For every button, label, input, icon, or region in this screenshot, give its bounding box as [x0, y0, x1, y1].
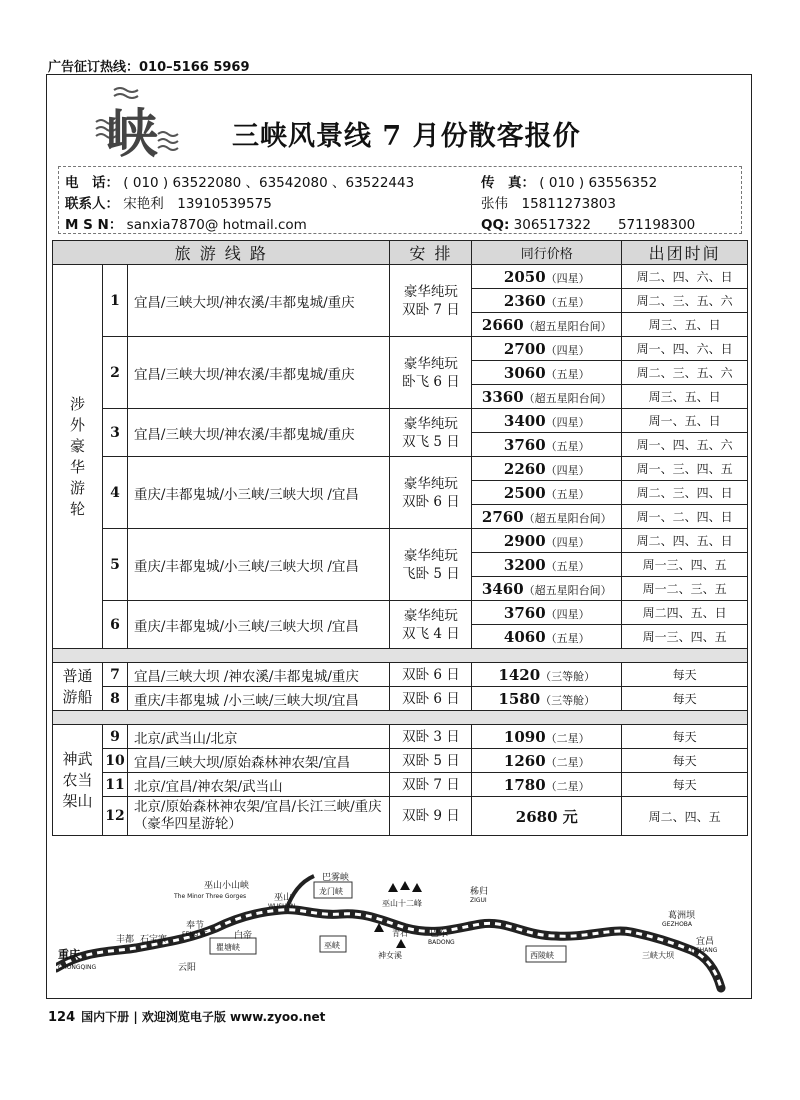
qq-label: QQ: [481, 217, 510, 233]
price-value: 3460 [481, 579, 524, 598]
price-tier: （五星） [545, 631, 590, 645]
map-qingshi: 青石 [392, 929, 408, 938]
route-arrangement: 双卧 9 日 [390, 797, 472, 836]
route-arrangement: 豪华纯玩 飞卧 5 日 [390, 529, 472, 601]
price-value: 2050 [503, 267, 546, 286]
route-number: 6 [102, 601, 127, 649]
map-xiling: 西陵峡 [530, 951, 554, 960]
ad-hotline: 广告征订热线：010–5166 5969 [48, 60, 250, 75]
price-value: 1090 [503, 727, 546, 746]
price-tier: （五星） [545, 487, 590, 501]
map-qutang: 瞿塘峡 [216, 943, 240, 952]
header-arrange: 安 排 [390, 241, 472, 265]
page-title: 三峡风景线 7 月份散客报价 [232, 121, 581, 152]
price-cell [472, 433, 622, 457]
departure-days: 周二、四、五、日 [622, 529, 748, 553]
route-arrangement: 豪华纯玩 双卧 6 日 [390, 457, 472, 529]
price-tier: （五星） [545, 439, 590, 453]
departure-days: 每天 [622, 773, 748, 797]
map-fengdu: 丰都 [116, 935, 135, 945]
qq-value: 306517322 571198300 [513, 217, 696, 233]
departure-days: 周二、三、五、六 [622, 361, 748, 385]
price-value: 2660 [481, 315, 524, 334]
route-arrangement: 双卧 3 日 [390, 725, 472, 749]
departure-days: 周一二、三、五 [622, 577, 748, 601]
price-value: 2360 [503, 291, 546, 310]
price-table [52, 240, 748, 836]
price-cell [472, 457, 622, 481]
header-price: 同行价格 [472, 241, 622, 265]
route-number: 12 [102, 797, 127, 836]
category-text: 神武农当架山 [62, 749, 93, 810]
route-name: 北京/原始森林神农架/宜昌/长江三峡/重庆（豪华四星游轮） [127, 797, 390, 836]
route-name: 宜昌/三峡大坝/原始森林神农架/宜昌 [127, 749, 390, 773]
route-arrangement: 豪华纯玩 双卧 7 日 [390, 265, 472, 337]
luxury-section [53, 265, 748, 649]
price-value: 3400 [503, 411, 546, 430]
fax-label: 传 真： [481, 175, 535, 191]
table-row [53, 663, 748, 687]
table-row [53, 773, 748, 797]
footer-text: 国内下册 | 欢迎浏览电子版 www.zyoo.net [81, 1010, 326, 1024]
contact-value: 宋艳利 13910539575 [123, 196, 272, 212]
departure-days: 周一、二、四、日 [622, 505, 748, 529]
departure-days: 周三、五、日 [622, 313, 748, 337]
route-name: 北京/武当山/北京 [127, 725, 390, 749]
price-value: 2500 [503, 483, 546, 502]
route-name: 宜昌/三峡大坝/神农溪/丰都鬼城/重庆 [127, 409, 390, 457]
route-arrangement: 豪华纯玩 卧飞 6 日 [390, 337, 472, 409]
category-text: 普通游船 [62, 666, 93, 706]
map-fengjie: 奉节 [186, 921, 205, 931]
table-row [53, 409, 748, 433]
price-tier: （二星） [545, 731, 590, 745]
fax-value: ( 010 ) 63556352 [539, 175, 658, 191]
map-yichang-en: YICHANG [690, 947, 718, 954]
map-wushan: 巫山 [274, 893, 293, 903]
departure-days: 周二、三、四、日 [622, 481, 748, 505]
map-baidi: 白帝 [234, 931, 253, 941]
departure-days: 周三、五、日 [622, 385, 748, 409]
map-badong: 巴东 [430, 929, 449, 939]
price-tier: （二星） [545, 755, 590, 769]
departure-days: 周二、四、六、日 [622, 265, 748, 289]
price-cell [472, 409, 622, 433]
map-zigui-en: ZIGUI [470, 897, 487, 904]
category-label [53, 663, 103, 711]
departure-days: 周一三、四、五 [622, 625, 748, 649]
map-minor: 巫山小山峡 [204, 881, 250, 891]
route-number: 9 [102, 725, 127, 749]
price-value: 2700 [503, 339, 546, 358]
price-tier: （四星） [545, 463, 590, 477]
map-wuxia: 巫峡 [324, 941, 340, 950]
map-yichang: 宜昌 [696, 937, 715, 947]
river-inner-line [56, 910, 721, 988]
category-label [53, 725, 103, 836]
shennong-section [53, 725, 748, 836]
price-tier: （四星） [545, 415, 590, 429]
contact-box [58, 166, 742, 234]
price-tier: （四星） [545, 343, 590, 357]
category-text: 涉外豪华游轮 [69, 394, 85, 518]
price-cell [472, 749, 622, 773]
price-cell [472, 725, 622, 749]
map-longmen: 龙门峡 [319, 887, 343, 896]
route-arrangement: 双卧 5 日 [390, 749, 472, 773]
price-tier: （超五星阳台间） [523, 391, 612, 405]
contact-label: 联系人： [65, 196, 119, 212]
price-tier: （超五星阳台间） [523, 511, 612, 525]
route-arrangement: 豪华纯玩 双飞 5 日 [390, 409, 472, 457]
price-value: 4060 [503, 627, 546, 646]
table-row [53, 337, 748, 361]
price-cell [472, 773, 622, 797]
departure-days: 周二、三、五、六 [622, 289, 748, 313]
departure-days: 每天 [622, 687, 748, 711]
price-cell [472, 481, 622, 505]
map-minor-en: The Minor Three Gorges [174, 893, 247, 900]
departure-days: 周一三、四、五 [622, 553, 748, 577]
phone-label: 电 话： [65, 175, 119, 191]
ordinary-section [53, 663, 748, 711]
route-name: 重庆/丰都鬼城 /小三峡/三峡大坝/宜昌 [127, 687, 390, 711]
price-tier: （超五星阳台间） [523, 583, 612, 597]
header-time: 出团时间 [622, 241, 748, 265]
price-tier: （五星） [545, 367, 590, 381]
departure-days: 周一、四、六、日 [622, 337, 748, 361]
route-name: 宜昌/三峡大坝/神农溪/丰都鬼城/重庆 [127, 265, 390, 337]
table-row [53, 601, 748, 625]
price-value: 1420 [498, 665, 541, 684]
price-tier: （二星） [545, 779, 590, 793]
departure-days: 每天 [622, 663, 748, 687]
route-arrangement: 双卧 6 日 [390, 663, 472, 687]
table-row [53, 457, 748, 481]
price-value: 1260 [503, 751, 546, 770]
price-tier: （五星） [545, 559, 590, 573]
price-value: 1780 [503, 775, 546, 794]
price-cell [472, 337, 622, 361]
route-number: 10 [102, 749, 127, 773]
map-zigui: 秭归 [470, 887, 489, 897]
price-tier: （四星） [545, 607, 590, 621]
table-row [53, 687, 748, 711]
table-row [53, 725, 748, 749]
map-fengjie-en: FENG JIE [182, 931, 208, 938]
price-cell [472, 265, 622, 289]
category-label [53, 265, 103, 649]
route-name: 北京/宜昌/神农架/武当山 [127, 773, 390, 797]
map-twelve: 巫山十二峰 [382, 899, 422, 908]
map-dam: 三峡大坝 [642, 951, 674, 960]
price-cell [472, 361, 622, 385]
price-tier: （超五星阳台间） [523, 319, 612, 333]
map-bawu: 巴雾峡 [322, 873, 350, 883]
price-tier: （三等舱） [540, 669, 596, 683]
price-cell [472, 553, 622, 577]
price-cell [472, 385, 622, 409]
map-shibaozhai: 石宝寨 [140, 935, 168, 945]
contact2-value: 张伟 15811273803 [481, 196, 616, 212]
price-cell [472, 505, 622, 529]
price-value: 2900 [503, 531, 546, 550]
route-map [56, 870, 728, 1000]
price-tier: （五星） [545, 295, 590, 309]
gorge-logo [92, 82, 192, 165]
msn-value[interactable]: sanxia7870@ hotmail.com [126, 217, 307, 233]
table-row [53, 265, 748, 289]
map-badong-en: BADONG [428, 939, 455, 946]
table-row [53, 749, 748, 773]
table-row [53, 529, 748, 553]
route-number: 4 [102, 457, 127, 529]
route-number: 5 [102, 529, 127, 601]
section-separator [53, 711, 748, 725]
route-name: 重庆/丰都鬼城/小三峡/三峡大坝 /宜昌 [127, 529, 390, 601]
price-cell [472, 625, 622, 649]
price-tier: （三等舱） [540, 693, 596, 707]
price-cell [472, 313, 622, 337]
map-gezhouba: 葛洲坝 [668, 911, 696, 921]
price-cell [472, 663, 622, 687]
map-goddess: 神女溪 [378, 951, 402, 960]
page-number: 124 [48, 1010, 76, 1025]
departure-days: 周二、四、五 [622, 797, 748, 836]
route-arrangement: 双卧 6 日 [390, 687, 472, 711]
table-header [53, 241, 748, 265]
map-wushan-en: WUSHAN [268, 903, 296, 910]
map-yunyang: 云阳 [178, 963, 197, 973]
table-row [53, 797, 748, 836]
price-value: 3360 [481, 387, 524, 406]
departure-days: 周一、五、日 [622, 409, 748, 433]
route-name: 宜昌/三峡大坝/神农溪/丰都鬼城/重庆 [127, 337, 390, 409]
price-tier: （四星） [545, 535, 590, 549]
price-value: 3060 [503, 363, 546, 382]
departure-days: 周二四、五、日 [622, 601, 748, 625]
price-value: 1580 [498, 689, 541, 708]
route-arrangement: 双卧 7 日 [390, 773, 472, 797]
price-cell [472, 289, 622, 313]
price-cell [472, 529, 622, 553]
page-footer [48, 1008, 325, 1025]
route-name: 重庆/丰都鬼城/小三峡/三峡大坝 /宜昌 [127, 601, 390, 649]
departure-days: 周一、三、四、五 [622, 457, 748, 481]
route-number: 11 [102, 773, 127, 797]
price-cell [472, 601, 622, 625]
route-number: 8 [102, 687, 127, 711]
logo-character: 峡 [106, 104, 159, 165]
price-tier: （四星） [545, 271, 590, 285]
price-value: 3200 [503, 555, 546, 574]
section-separator [53, 649, 748, 663]
route-number: 7 [102, 663, 127, 687]
route-number: 3 [102, 409, 127, 457]
price-value: 3760 [503, 603, 546, 622]
route-number: 2 [102, 337, 127, 409]
price-cell [472, 687, 622, 711]
price-cell [472, 577, 622, 601]
departure-days: 每天 [622, 725, 748, 749]
route-arrangement: 豪华纯玩 双飞 4 日 [390, 601, 472, 649]
map-chongqing: 重庆 [58, 948, 80, 961]
price-value: 2760 [481, 507, 524, 526]
msn-label: M S N： [65, 217, 123, 233]
route-name: 宜昌/三峡大坝 /神农溪/丰都鬼城/重庆 [127, 663, 390, 687]
price-cell [472, 797, 622, 836]
price-value: 2260 [503, 459, 546, 478]
phone-value: ( 010 ) 63522080 、63542080 、63522443 [123, 175, 415, 191]
departure-days: 周一、四、五、六 [622, 433, 748, 457]
price-value: 2680 元 [515, 807, 578, 826]
map-gezhouba-en: GEZHOBA [662, 921, 693, 928]
route-number: 1 [102, 265, 127, 337]
route-name: 重庆/丰都鬼城/小三峡/三峡大坝 /宜昌 [127, 457, 390, 529]
departure-days: 每天 [622, 749, 748, 773]
map-chongqing-en: CHONGQING [58, 964, 97, 971]
price-value: 3760 [503, 435, 546, 454]
header-route: 旅 游 线 路 [53, 241, 390, 265]
